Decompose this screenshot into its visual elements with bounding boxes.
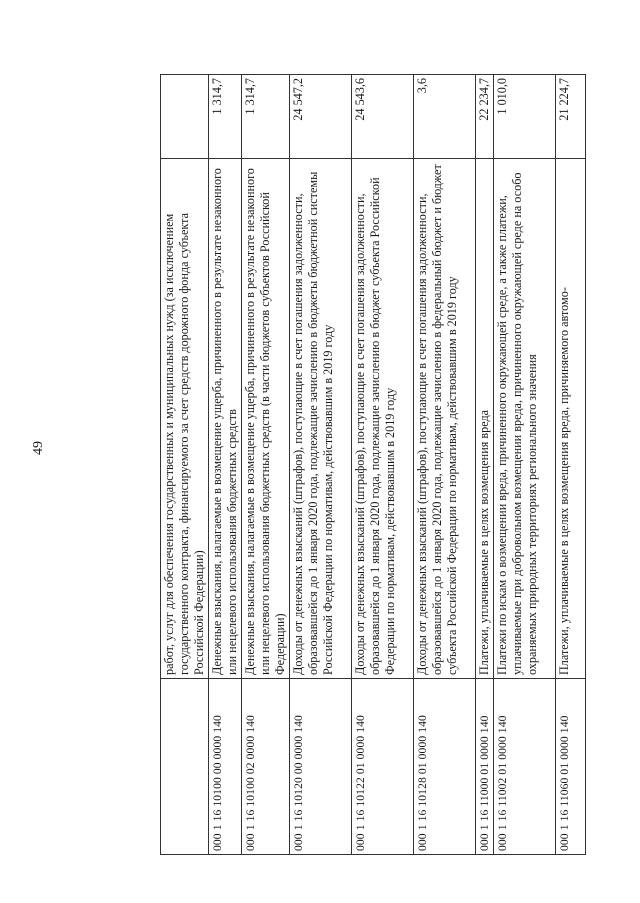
row-amount: 24 547,2 (290, 75, 352, 159)
table-row (290, 75, 352, 855)
row-description: Платежи, уплачиваемые в целях возмещения вреда (476, 159, 494, 679)
row-description: Платежи, уплачиваемые в целях возмещения вреда, причиняемого автомо- (556, 159, 586, 679)
row-code: 000 1 16 11002 01 0000 140 (494, 679, 556, 855)
rotated-table-container (160, 75, 580, 855)
table-row (242, 75, 290, 855)
table-row (414, 75, 476, 855)
table-row (476, 75, 494, 855)
row-amount: 1 314,7 (242, 75, 290, 159)
row-description: работ, услуг для обеспечения государственных и муниципальных нужд (за исключением государственного контракта, финансируемого за счет средств дорожного фонда субъекта Российской Федерации) (161, 159, 209, 679)
row-code: 000 1 16 10120 00 0000 140 (290, 679, 352, 855)
row-amount: 24 543,6 (352, 75, 414, 159)
row-description: Денежные взыскания, налагаемые в возмещение ущерба, причиненного в результате незаконного или нецелевого использования бюджетных средств (в части бюджетов субъектов Российской Федерации) (242, 159, 290, 679)
row-description: Доходы от денежных взысканий (штрафов), поступающие в счет погашения задолженности, образовавшейся до 1 января 2020 года, подлежащие зачислению в федеральный бюджет и бюджет субъекта Российской Федерации по нормативам, действовавшим в 2019 году (414, 159, 476, 679)
row-description: Доходы от денежных взысканий (штрафов), поступающие в счет погашения задолженности, образовавшейся до 1 января 2020 года, подлежащие зачислению в бюджет субъекта Российской Федерации по нормативам, действовавшим в 2019 году (352, 159, 414, 679)
row-description: Платежи по искам о возмещении вреда, причиненного окружающей среде, а также платежи, уплачиваемые при добровольном возмещении вреда, причиненного окружающей среде на особо охраняемых природных территориях регионального значения (494, 159, 556, 679)
row-code: 000 1 16 10100 00 0000 140 (209, 679, 242, 855)
row-code: 000 1 16 10128 01 0000 140 (414, 679, 476, 855)
row-amount: 1 010,0 (494, 75, 556, 159)
table-row (209, 75, 242, 855)
table-row (161, 75, 209, 855)
row-amount: 1 314,7 (209, 75, 242, 159)
table-row (556, 75, 586, 855)
page-number: 49 (31, 441, 46, 455)
row-amount: 3,6 (414, 75, 476, 159)
table-row (494, 75, 556, 855)
row-code: 000 1 16 10100 02 0000 140 (242, 679, 290, 855)
row-amount: 22 234,7 (476, 75, 494, 159)
row-amount (161, 75, 209, 159)
table-row (352, 75, 414, 855)
revenue-table (160, 74, 586, 855)
row-code (161, 679, 209, 855)
row-code: 000 1 16 10122 01 0000 140 (352, 679, 414, 855)
row-description: Денежные взыскания, налагаемые в возмещение ущерба, причиненного в результате незаконного или нецелевого использования бюджетных средств (209, 159, 242, 679)
row-code: 000 1 16 11060 01 0000 140 (556, 679, 586, 855)
row-amount: 21 224,7 (556, 75, 586, 159)
row-code: 000 1 16 11000 01 0000 140 (476, 679, 494, 855)
row-description: Доходы от денежных взысканий (штрафов), поступающие в счет погашения задолженности, образовавшейся до 1 января 2020 года, подлежащие зачислению в бюджеты бюджетной системы Российской Федерации по нормативам, действовавшим в 2019 году (290, 159, 352, 679)
